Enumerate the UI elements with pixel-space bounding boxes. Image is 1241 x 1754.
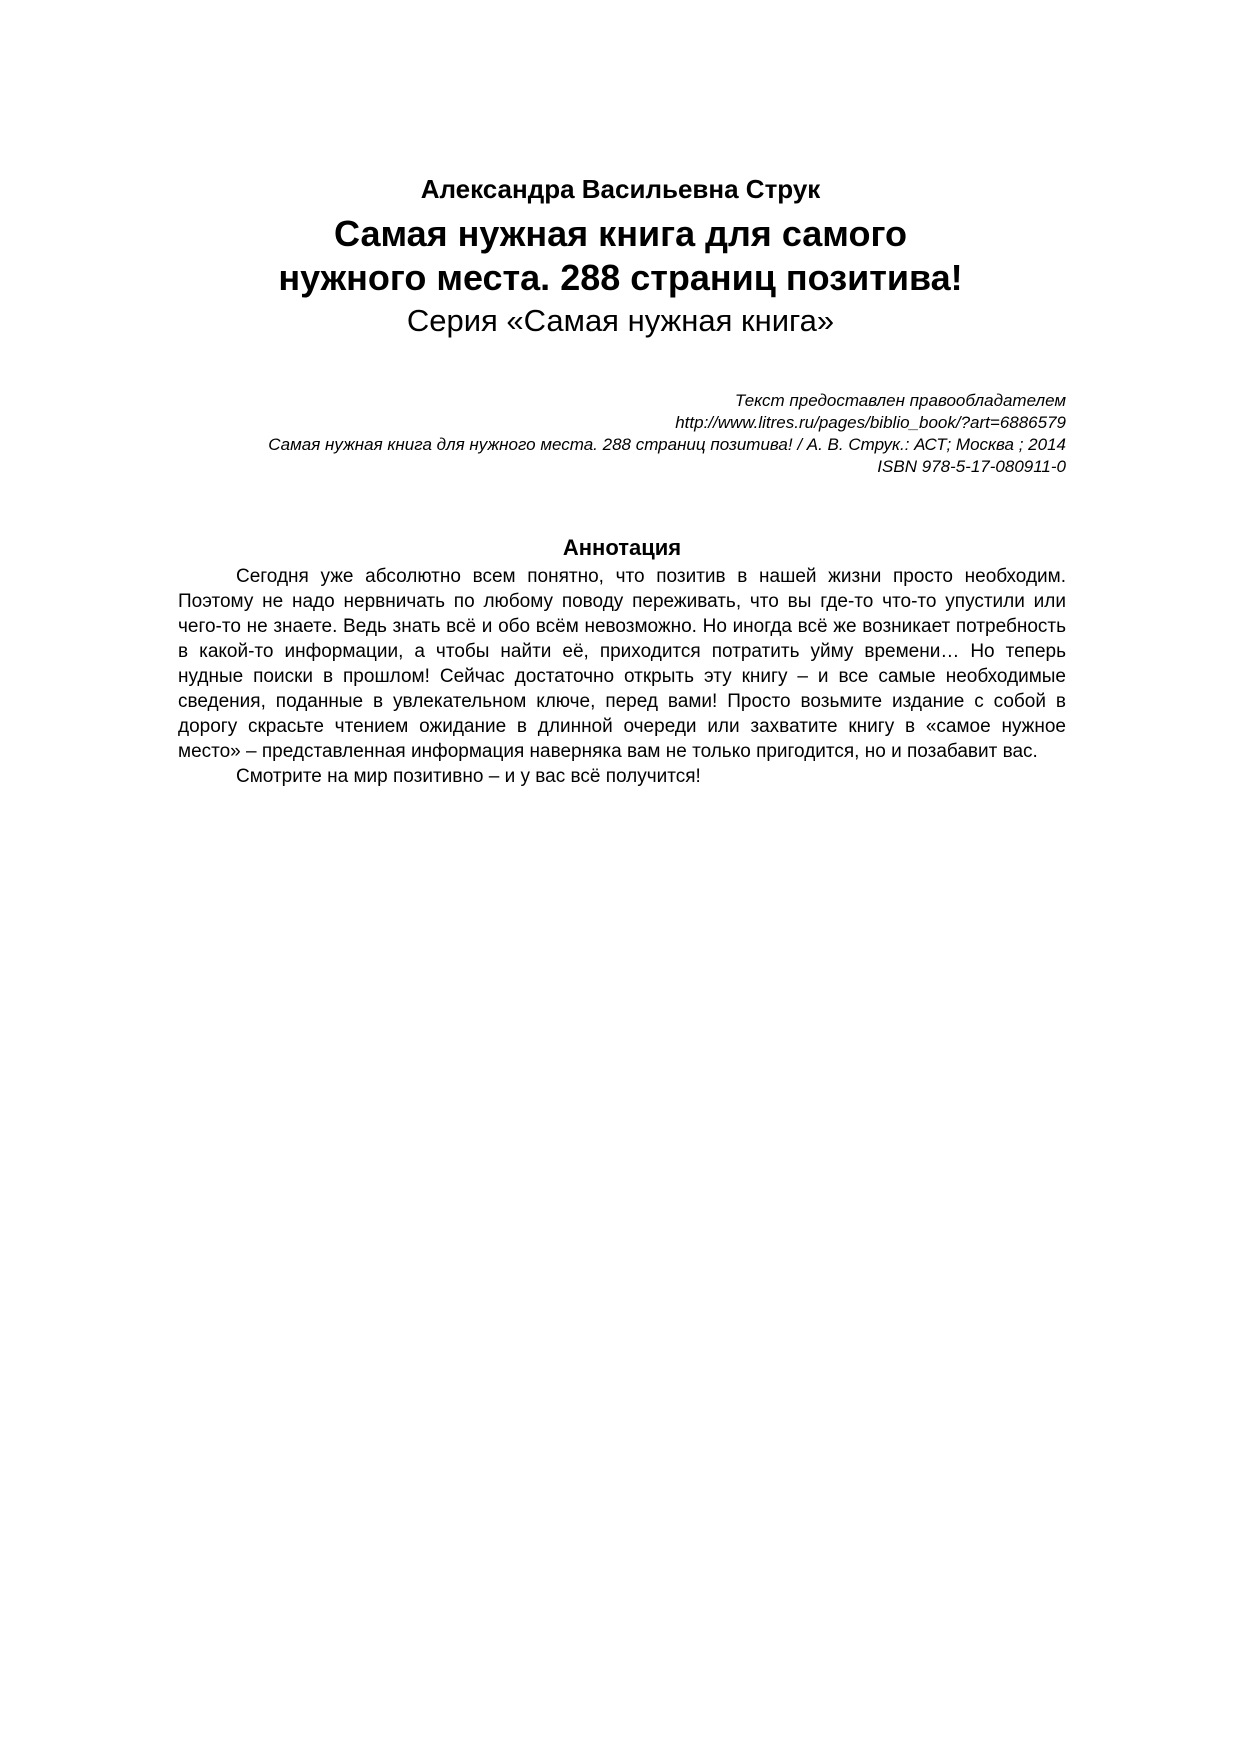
citation: Самая нужная книга для нужного места. 288 страниц позитива! / А. В. Струк.: АСТ; Москва ; 2014	[268, 435, 1066, 454]
book-title-line-1: Самая нужная книга для самого	[334, 213, 907, 254]
title-block	[150, 172, 1091, 342]
book-title	[150, 212, 1091, 300]
annotation-paragraph: Смотрите на мир позитивно – и у вас всё получится!	[236, 766, 701, 787]
rights-holder-note: Текст предоставлен правообладателем	[734, 391, 1066, 410]
isbn: ISBN 978-5-17-080911-0	[877, 457, 1066, 476]
author-name: Александра Васильевна Струк	[420, 174, 821, 204]
annotation-heading: Аннотация	[562, 535, 682, 560]
annotation-paragraph: Сегодня уже абсолютно всем понятно, что позитив в нашей жизни просто необходим. Поэтому не надо нервничать по любому поводу переживать, что вы где-то что-то упустили или чего-то не знаете. Ведь знать всё и обо всём невозможно. Но иногда всё же возникает потребность в какой-то информации, а чтобы найти её, приходится потратить уйму времени… Но теперь нудные поиски в прошлом! Сейчас достаточно открыть эту книгу – и все самые необходимые сведения, поданные в увлекательном ключе, перед вами! Просто возьмите издание с собой в дорогу скрасьте чтением ожидание в длинной очереди или захватите книгу в «самое нужное место» – представленная информация наверняка вам не только пригодится, но и позабавит вас.	[178, 566, 1066, 762]
annotation-section	[178, 534, 1066, 789]
source-url: http://www.litres.ru/pages/biblio_book/?art=6886579	[675, 413, 1066, 432]
book-title-line-2: нужного места. 288 страниц позитива!	[278, 257, 963, 298]
series-name: Серия «Самая нужная книга»	[406, 303, 835, 338]
publication-metadata	[150, 390, 1066, 478]
